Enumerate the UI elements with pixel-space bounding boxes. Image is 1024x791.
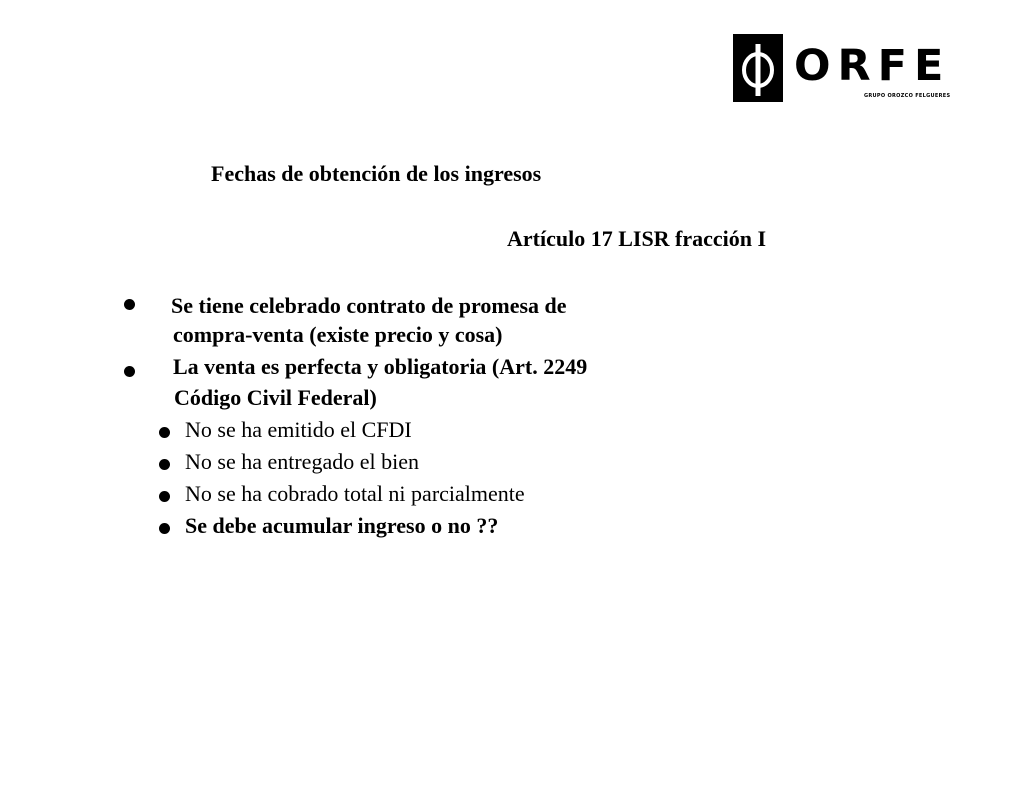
orfe-logo — [733, 34, 951, 104]
sub-bullet-3: No se ha cobrado total ni parcialmente — [185, 481, 525, 506]
sub-bullet-2: No se ha entregado el bien — [185, 449, 419, 474]
bullet-icon — [124, 299, 135, 310]
sub-bullet-icon — [159, 427, 170, 438]
bullet-1-line-2: compra-venta (existe precio y cosa) — [173, 322, 503, 347]
logo-wordmark: ORFE — [794, 41, 951, 91]
bullet-2-line-2: Código Civil Federal) — [174, 385, 377, 410]
bullet-icon — [124, 366, 135, 377]
sub-bullet-icon — [159, 491, 170, 502]
sub-bullet-1: No se ha emitido el CFDI — [185, 417, 412, 442]
bullet-2-line-1: La venta es perfecta y obligatoria (Art. 2249 — [173, 354, 588, 379]
sub-bullet-4: Se debe acumular ingreso o no ?? — [185, 513, 499, 538]
bullet-1-line-1: Se tiene celebrado contrato de promesa de — [171, 293, 567, 318]
page-title: Fechas de obtención de los ingresos — [211, 161, 542, 186]
sub-bullet-icon — [159, 459, 170, 470]
page-subtitle: Artículo 17 LISR fracción I — [507, 226, 767, 251]
phi-logo-icon — [733, 34, 783, 102]
sub-bullet-icon — [159, 523, 170, 534]
logo-tagline: GRUPO OROZCO FELGUERES — [864, 93, 951, 99]
